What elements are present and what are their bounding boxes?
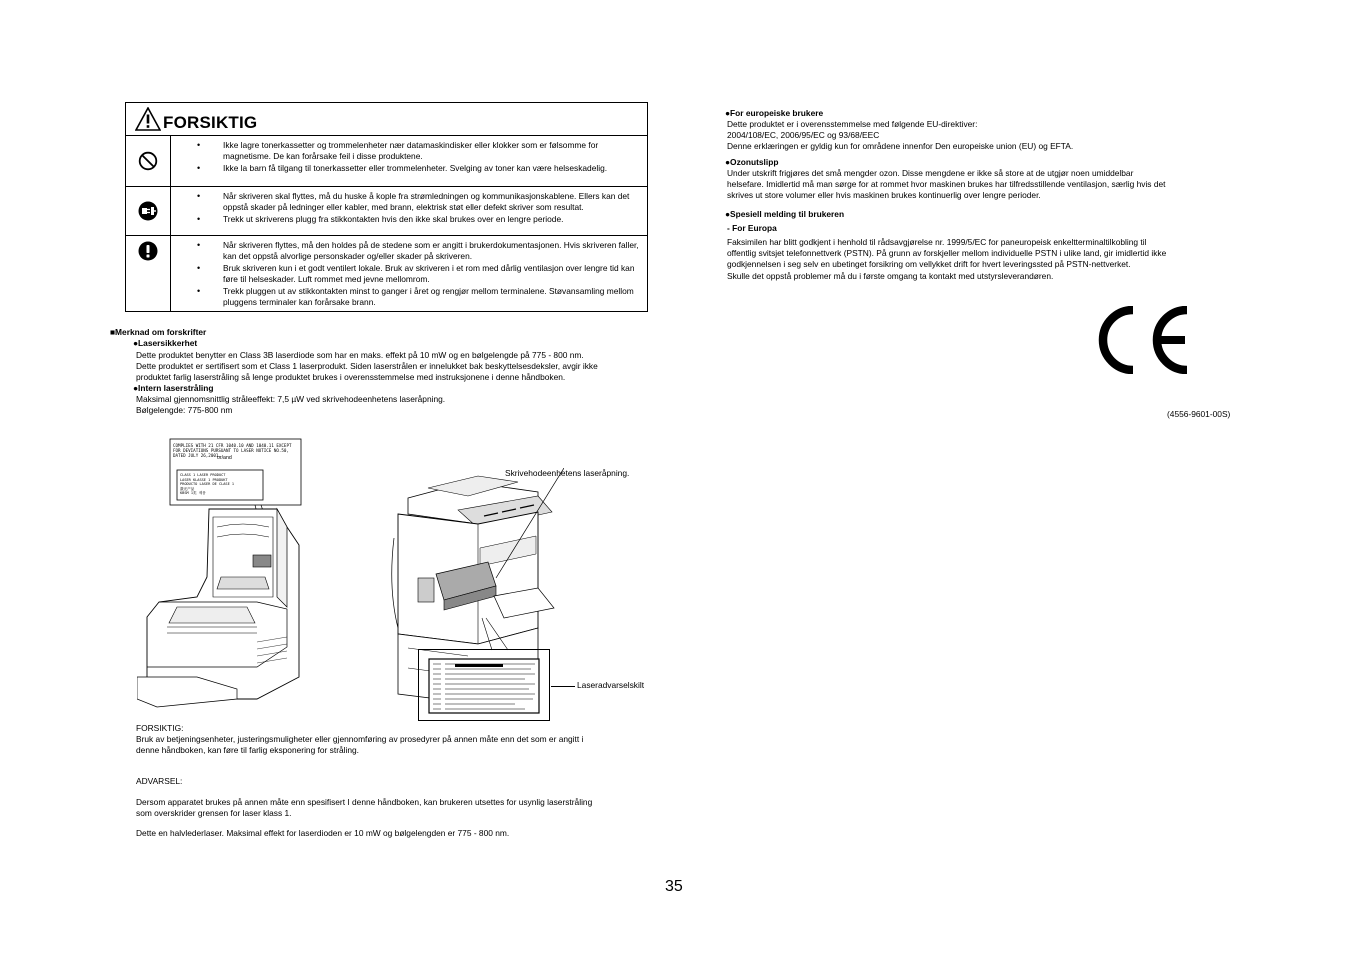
caution-row (126, 236, 647, 311)
warning-label-caption: Laseradvarselskilt (577, 680, 645, 690)
special-notice-heading: ●Spesiell melding til brukeren (725, 209, 845, 219)
caution-title: FORSIKTIG (163, 113, 258, 132)
caution-item: • Ikke la barn få tilgang til tonerkassetter eller trommelenheter. Svelging av toner kan være helseskadelig. (197, 163, 639, 174)
ce-mark (1093, 306, 1193, 374)
class1-label-box: CLASS 1 LASER PRODUCT LASER KLASSE 1 PRODUKT PRODUCTO LASER DE CLASE 1 激光产品 KBSM 1类 제품 (180, 473, 235, 496)
warning-triangle-icon (135, 107, 161, 131)
unplug-icon (138, 201, 158, 221)
eu-users-heading: ●For europeiske brukere (725, 108, 824, 118)
prohibited-icon (138, 151, 158, 171)
ozone-heading: ●Ozonutslipp (725, 157, 779, 167)
document-code: (4556-9601-00S) (1167, 409, 1231, 419)
warning-label-drawing (419, 650, 549, 720)
laser-warning-label-box (418, 649, 550, 721)
caution-subtitle: FORSIKTIG: (136, 723, 184, 733)
caution-item: • Når skriveren flyttes, må den holdes på de stedene som er angitt i brukerdokumentasjonen. Hvis skriveren faller, kan det oppstå alvorlige personskader og/eller skader på skriveren. (197, 240, 639, 262)
caution-row (126, 136, 647, 187)
ce-mark-icon (1093, 306, 1193, 374)
compliance-label-text: COMPLIES WITH 21 CFR 1040.10 AND 1040.11 EXCEPT FOR DEVIATIONS PURSUANT TO LASER NOTICE NO.50, DATED JULY 26,2001. (173, 443, 292, 458)
caution-row (126, 187, 647, 236)
printer-open-illustration (137, 437, 304, 715)
caution-item: • Når skriveren skal flyttes, må du huske å kople fra strømledningen og kommunikasjonskablene. Ellers kan det oppstå skader på ledninger eller kabler, med brann, elektrisk støt eller defekt skriver som resultat. (197, 191, 639, 213)
caution-item: • Bruk skriveren kun i et godt ventilert lokale. Bruk av skriveren i et rom med dårlig ventilasjon over lengre tid kan føre til helseskader. Luft rommet med jevne mellomrom. (197, 263, 639, 285)
caution-paragraph: Bruk av betjeningsenheter, justeringsmuligheter eller gjennomføring av prosedyrer på annen måte enn det som er angitt i denne håndboken, kan føre til farlig eksponering for stråling. (136, 734, 584, 756)
regulations-heading: ■Merknad om forskrifter (110, 327, 207, 337)
laser-diode-text: Dette en halvlederlaser. Maksimal effekt for laserdioden er 10 mW og bølgelengden er 775 - 800 nm. (136, 828, 510, 838)
laser-safety-heading: ●Lasersikkerhet (133, 338, 198, 348)
or-and-label: or/and (217, 455, 232, 461)
caution-item: • Ikke lagre tonerkassetter og trommelenheter nær datamaskindisker eller klokker som er følsomme for magnetisme. De kan forårsake feil i disse produktene. (197, 140, 639, 162)
for-europe-text: Faksimilen har blitt godkjent i henhold til rådsavgjørelse nr. 1999/5/EC for paneuropeisk enkeltterminaltilkobling til offentlig svitsjet telefonnettverk (PSTN). På grunn av forskjeller mellom individuelle PSTN i ulike land, gir imidlertid ikke godkjennelsen i seg selv en ubetinget forsikring om vellykket drift for hvert leveringssted på PSTN-nettverket. Skulle det oppstå problemer må du i første omgang ta kontakt med utstyrsleverandøren. (727, 237, 1167, 281)
caution-header (126, 103, 647, 136)
callout-line (551, 686, 575, 687)
for-europe-heading: - For Europa (727, 223, 777, 233)
caution-item: • Trekk pluggen ut av stikkontakten minst to ganger i året og rengjør mellom terminalene. Støvansamling mellom pluggens terminaler kan forårsake brann. (197, 286, 639, 308)
warning-paragraph: Dersom apparatet brukes på annen måte enn spesifisert I denne håndboken, kan brukeren utsettes for usynlig laserstråling som overskrider grensen for laser klass 1. (136, 797, 593, 819)
caution-item: • Trekk ut skriverens plugg fra stikkontakten hvis den ikke skal brukes over en lengre periode. (197, 214, 639, 225)
laser-safety-text: Dette produktet benytter en Class 3B laserdiode som har en maks. effekt på 10 mW og en bølgelengde på 775 - 800 nm. Dette produktet er sertifisert som et Class 1 laserprodukt. Siden laserstrålen er innelukket bak beskyttelsesdeksler, avgir ikke produktet farlig laserstråling så lenge produktet brukes i overensstemmelse med instruksjonene i denne håndboken. (136, 350, 598, 383)
page-number: 35 (665, 878, 683, 895)
warning-subtitle: ADVARSEL: (136, 776, 183, 786)
internal-laser-heading: ●Intern laserstråling (133, 383, 214, 393)
ozone-text: Under utskrift frigjøres det små mengder ozon. Disse mengdene er ikke så store at de utgjør noen umiddelbar helsefare. Imidlertid må man sørge for at rommet hvor maskinen brukes har tilfredsstillende ventilasjon, særlig hvis det skrives ut store volumer eller hvis maskinen brukes kontinuerlig over lengre perioder. (727, 168, 1166, 201)
laser-opening-caption: Skrivehodeenhetens laseråpning. (505, 468, 630, 478)
caution-table (125, 102, 648, 312)
internal-laser-text: Maksimal gjennomsnittlig stråleeffekt: 7,5 µW ved skrivehodeenhetens laseråpning. Bølgelengde: 775-800 nm (136, 394, 446, 416)
mandatory-icon (138, 241, 158, 261)
eu-users-text: Dette produktet er i overensstemmelse med følgende EU-direktiver: 2004/108/EC, 2006/95/EC og 93/68/EEC Denne erklæringen er gyldig kun for områdene innenfor Den europeiske union (EU) og EFTA. (727, 119, 1074, 152)
